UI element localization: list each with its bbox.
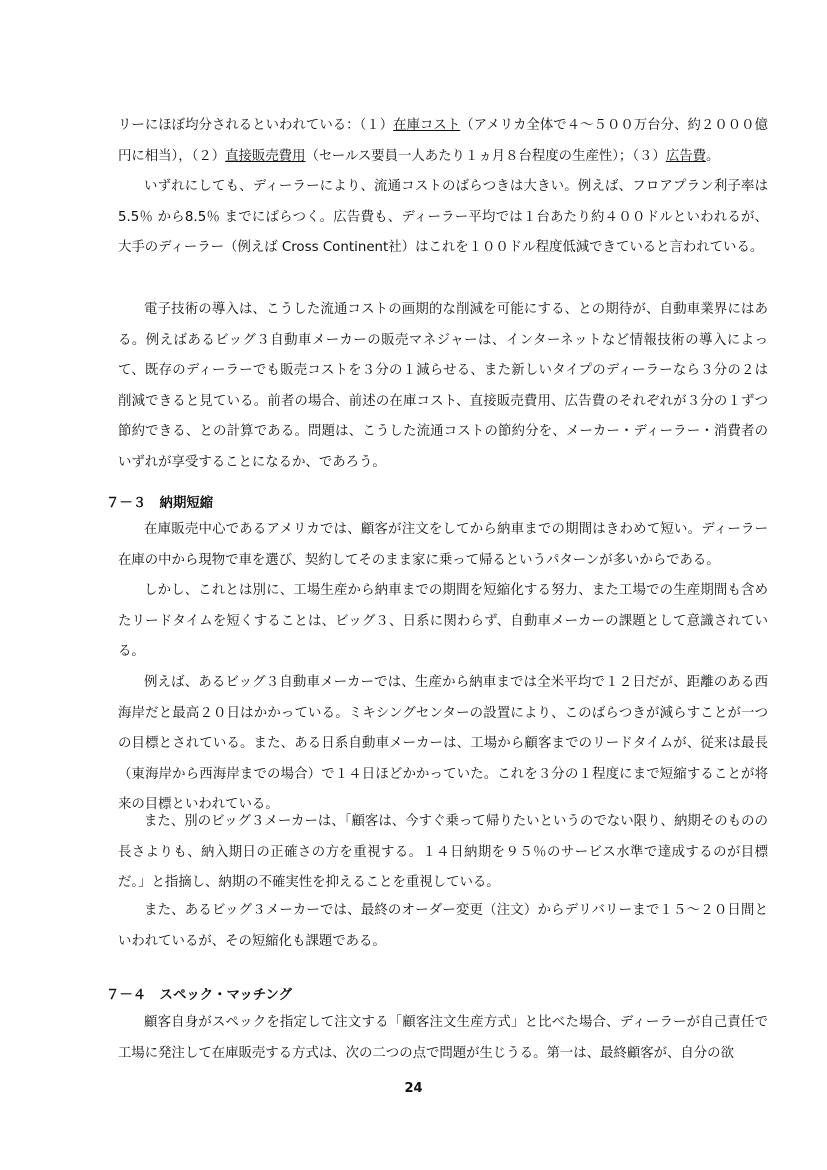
paragraph-7-3-3: 例えば、あるビッグ３自動車メーカーでは、生産から納車までは全米平均で１２日だが、距離のある西海岸だと最高２０日はかかっている。ミキシングセンターの設置により、このばらつきが減らすことが一つの目標とされている。また、ある日系自動車メーカーは、工場から顧客までのリードタイムが、従来は最長（東海岸から西海岸までの場合）で１４日ほどかかっていた。これを３分の１程度にまで短縮することが将来の目標といわれている。 [118, 675, 768, 813]
section-heading-7-3: ７－３ 納期短縮 [106, 496, 214, 511]
paragraph-7-3-4: また、別のビッグ３メーカーは、「顧客は、今すぐ乗って帰りたいというのでない限り、納期そのものの長さよりも、納入期日の正確さの方を重視する。１４日納期を９５％のサービス水準で達成するのが目標だ。」と指摘し、納期の不確実性を抑えることを重視している。 [118, 814, 768, 891]
section-heading-7-4: ７－４ スペック・マッチング [106, 988, 292, 1003]
paragraph-7-4-1: 顧客自身がスペックを指定して注文する「顧客注文生産方式」と比べた場合、ディーラーが自己責任で工場に発注して在庫販売する方式は、次の二つの点で問題が生じうる。第一は、最終顧客が、自分の欲 [118, 1015, 768, 1061]
page-number: 24 [404, 1081, 423, 1096]
intro-text-3: （セールス要員一人あたり１ヵ月８台程度の生産性）；（３） [305, 148, 666, 164]
intro-text-1: リーにほぼ均分されるといわれている：（１） [118, 118, 394, 133]
direct-sales-cost-term: 直接販売費用 [225, 148, 306, 164]
intro-text-4: 。 [705, 148, 720, 164]
inventory-cost-term: 在庫コスト [393, 118, 461, 133]
paragraph-distribution-cost: いずれにしても、ディーラーにより、流通コストのばらつきは大きい。例えば、フロアプラン利子率は5.5％ から8.5％ までにばらつく。広告費も、ディーラー平均では１台あたり約４００ドルといわれるが、大手のディーラー（例えば Cross Continent社）はこれを１００ドル程度低減できていると言われている。 [118, 179, 768, 256]
paragraph-7-3-1: 在庫販売中心であるアメリカでは、顧客が注文をしてから納車までの期間はきわめて短い。ディーラー在庫の中から現物で車を選び、契約してそのまま家に乗って帰るというパターンが多いからである。 [118, 522, 768, 568]
intro-text-2: （アメリカ全体で４〜５００万台分、約２０００億円に相当），（２） [118, 118, 768, 164]
intro-paragraph [118, 111, 768, 172]
paragraph-7-3-2: しかし、これとは別に、工場生産から納車までの期間を短縮化する努力、また工場での生産期間も含めたリードタイムを短くすることは、ビッグ３、日系に関わらず、自動車メーカーの課題として意識されている。 [118, 583, 768, 660]
paragraph-7-3-5: また、あるビッグ３メーカーでは、最終のオーダー変更（注文）からデリバリーまで１５〜２０日間といわれているが、その短縮化も課題である。 [118, 903, 768, 949]
advertising-cost-term: 広告費 [665, 148, 706, 164]
paragraph-electronic-tech: 電子技術の導入は、こうした流通コストの画期的な削減を可能にする、との期待が、自動車業界にはある。例えばあるビッグ３自動車メーカーの販売マネジャーは、インターネットなど情報技術の導入によって、既存のディーラーでも販売コストを３分の１減らせる、また新しいタイプのディーラーなら３分の２は削減できると見ている。前者の場合、前述の在庫コスト、直接販売費用、広告費のそれぞれが３分の１ずつ節約できる、との計算である。問題は、こうした流通コストの節約分を、メーカー・ディーラー・消費者のいずれが享受することになるか、であろう。 [118, 302, 768, 470]
